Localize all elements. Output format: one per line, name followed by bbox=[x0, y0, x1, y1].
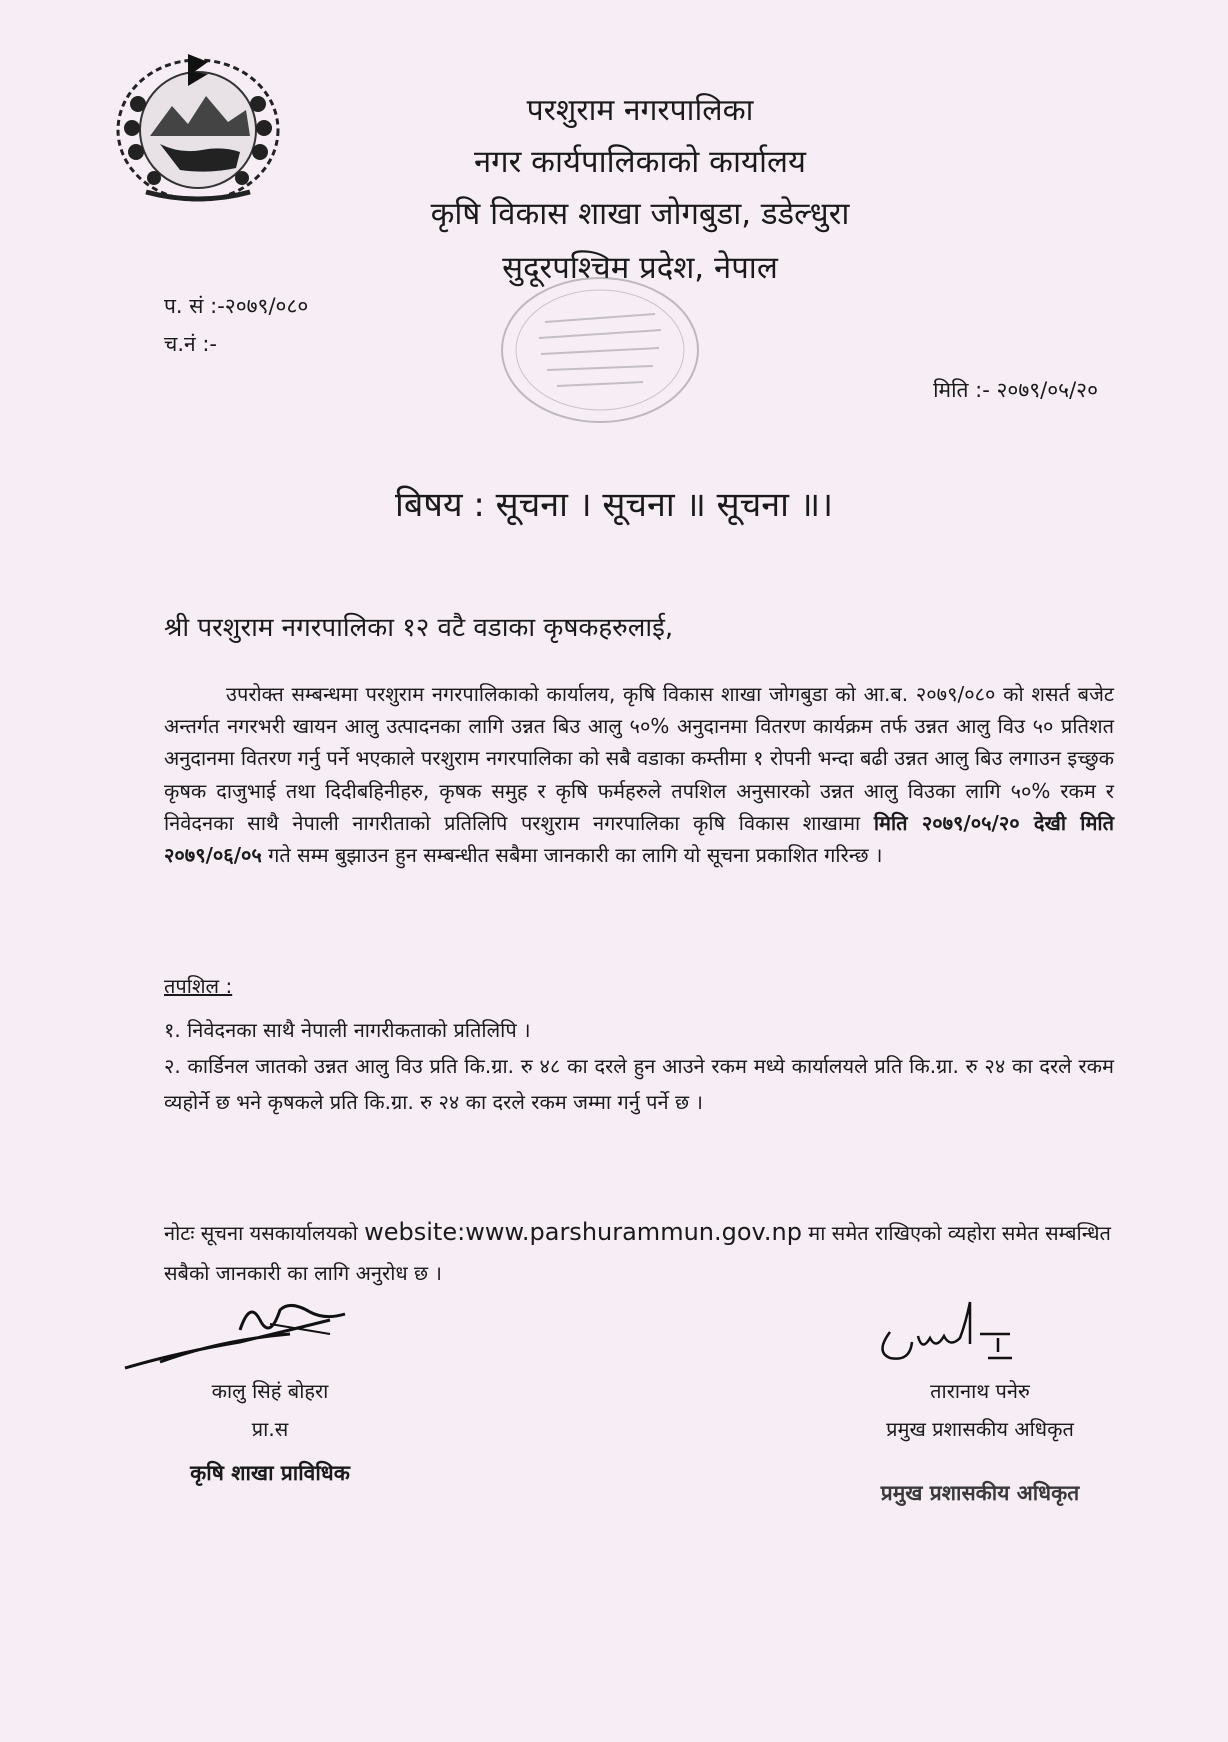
note-suffix: मा समेत राखिएको व्यहोरा समेत सम्बन्धित सबैको जानकारी का लागि अनुरोध छ । bbox=[164, 1221, 1111, 1285]
details-list bbox=[164, 1012, 1114, 1120]
right-signatory bbox=[845, 1372, 1115, 1512]
notice-body bbox=[164, 678, 1114, 871]
details-item: १. निवेदनका साथै नेपाली नागरीकताको प्रतिलिपि । bbox=[164, 1018, 531, 1042]
right-signatory-name: तारानाथ पनेरु bbox=[930, 1379, 1030, 1403]
right-signatory-stamp: प्रमुख प्रशासकीय अधिकृत bbox=[880, 1481, 1080, 1505]
details-item: २. कार्डिनल जातको उन्नत आलु विउ प्रति कि.ग्रा. रु ४८ का दरले हुन आउने रकम मध्ये कार्यालयले प्रति कि.ग्रा. रु २४ का दरले रकम व्यहोर्ने छ भने कृषकले प्रति कि.ग्रा. रु २४ का दरले रकम जम्मा गर्नु पर्ने छ । bbox=[164, 1054, 1114, 1114]
note-prefix: नोटः सूचना यसकार्यालयको bbox=[164, 1221, 365, 1245]
left-signature bbox=[120, 1290, 380, 1380]
details-heading: तपशिल : bbox=[164, 974, 233, 998]
body-text-part2: गते सम्म बुझाउन हुन सम्बन्धीत सबैमा जानकारी का लागि यो सूचना प्रकाशित गरिन्छ । bbox=[261, 843, 883, 868]
dispatch-number: च.नं :- bbox=[164, 332, 217, 356]
left-signatory-title: कृषि शाखा प्राविधिक bbox=[190, 1461, 350, 1485]
nepal-emblem-icon bbox=[110, 44, 286, 204]
body-text-part1: उपरोक्त सम्बन्धमा परशुराम नगरपालिकाको कार्यालय, कृषि विकास शाखा जोगबुडा को आ.ब. २०७९/०८० को शसर्त बजेट अन्तर्गत नगरभरी खायन आलु उत्पादनका लागि उन्नत बिउ आलु ५०% अनुदानमा वितरण कार्यक्रम तर्फ उन्नत आलु विउ ५० प्रतिशत अनुदानमा वितरण गर्नु पर्ने भएकाले परशुराम नगरपालिका को सबै वडाका कम्तीमा १ रोपनी भन्दा बढी उन्नत आलु बिउ लगाउन इच्छुक कृषक दाजुभाई तथा दिदीबहिनीहरु, कृषक समुह र कृषि फर्महरुले तपशिल अनुसारको उन्नत आलु विउका लागि ५०% रकम र निवेदनका साथै नेपाली नागरीताको प्रतिलिपि परशुराम नगरपालिका कृषि विकास शाखामा bbox=[164, 682, 1114, 835]
note bbox=[164, 1212, 1124, 1293]
reference-number: प. सं :-२०७९/०८० bbox=[164, 294, 309, 318]
left-signatory-rank: प्रा.स bbox=[251, 1417, 289, 1441]
issue-date: मिति :- २०७९/०५/२० bbox=[933, 378, 1098, 402]
municipality-name: परशुराम नगरपालिका bbox=[526, 93, 754, 128]
branch-name: कृषि विकास शाखा जोगबुडा, डडेल्धुरा bbox=[430, 196, 850, 232]
letterhead bbox=[320, 86, 960, 296]
province-name: सुदूरपश्चिम प्रदेश, नेपाल bbox=[502, 250, 778, 286]
body-deadline: मिति २०७९/०५/२० देखी मिति २०७९/०६/०५ bbox=[164, 810, 1114, 868]
left-signatory-name: कालु सिहं बोहरा bbox=[211, 1379, 329, 1403]
right-signatory-title: प्रमुख प्रशासकीय अधिकृत bbox=[886, 1417, 1074, 1441]
salutation: श्री परशुराम नगरपालिका १२ वटै वडाका कृषकहरुलाई, bbox=[164, 613, 674, 643]
left-signatory bbox=[175, 1372, 365, 1492]
office-name: नगर कार्यपालिकाको कार्यालय bbox=[473, 144, 807, 180]
subject-line: बिषय : सूचना । सूचना ॥ सूचना ॥। bbox=[395, 485, 833, 525]
office-stamp bbox=[495, 270, 705, 430]
website-link: website:www.parshurammun.gov.np bbox=[364, 1218, 802, 1246]
right-signature bbox=[870, 1292, 1030, 1372]
